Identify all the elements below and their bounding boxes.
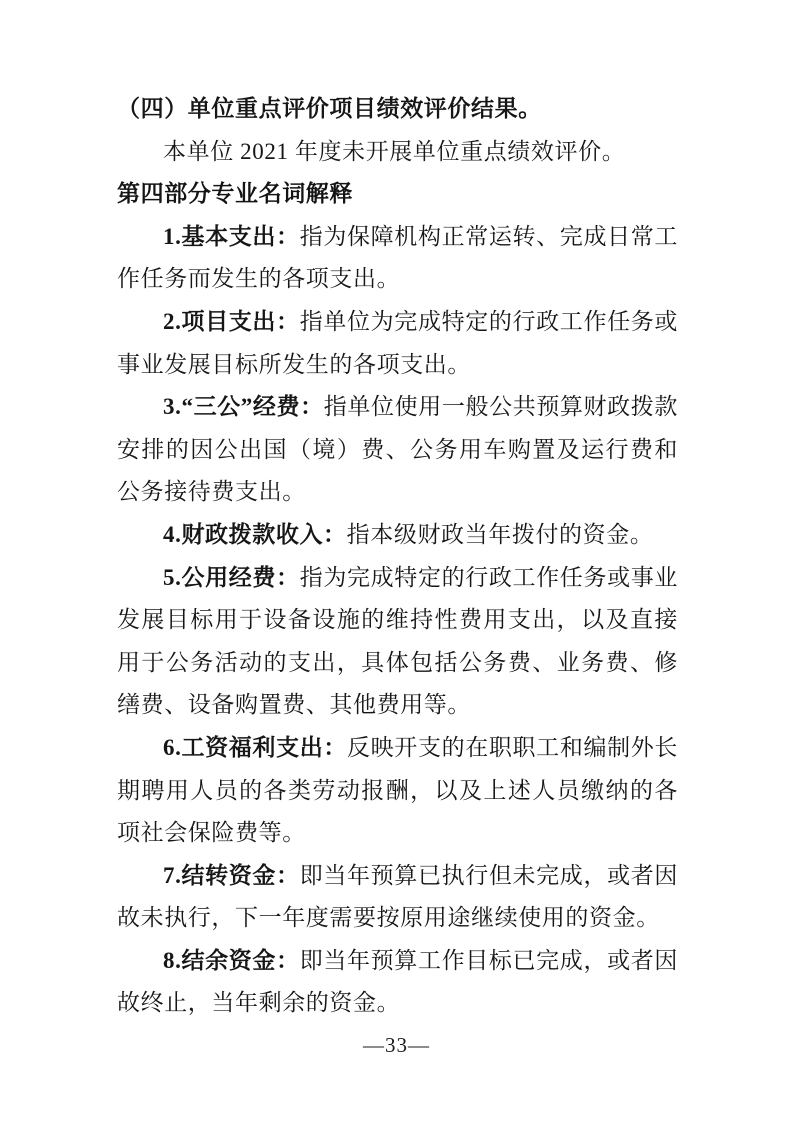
- term-definition: 即当年预算工作目标已完成，或者因故终止，当年剩余的资金。: [117, 947, 678, 1016]
- term-definition: 指为保障机构正常运转、完成日常工作任务而发生的各项支出。: [117, 223, 678, 292]
- term-label: 6.工资福利支出：: [163, 734, 348, 760]
- term-definition: 即当年预算已执行但未完成，或者因故未执行，下一年度需要按原用途继续使用的资金。: [117, 862, 678, 931]
- term-label: 4.财政拨款收入：: [163, 521, 347, 547]
- term-paragraph-three-public-funds: [117, 386, 678, 514]
- term-paragraph-public-funds: [117, 557, 678, 727]
- term-label: 3.“三公”经费：: [163, 394, 324, 420]
- term-label: 1.基本支出：: [163, 223, 300, 249]
- term-label: 8.结余资金：: [163, 947, 300, 973]
- term-paragraph-carryover-funds: [117, 855, 678, 940]
- document-content: [117, 88, 678, 1025]
- term-definition: 指单位为完成特定的行政工作任务或事业发展目标所发生的各项支出。: [117, 308, 678, 377]
- term-paragraph-fiscal-appropriation-income: [117, 514, 678, 557]
- term-label: 2.项目支出：: [163, 308, 300, 334]
- term-label: 5.公用经费：: [163, 564, 300, 590]
- term-paragraph-wage-welfare-expenditure: [117, 727, 678, 855]
- part-4-section-title: 第四部分专业名词解释: [117, 181, 353, 208]
- term-definition: 反映开支的在职职工和编制外长期聘用人员的各类劳动报酬，以及上述人员缴纳的各项社会保险费等。: [117, 734, 678, 846]
- term-paragraph-basic-expenditure: [117, 216, 678, 301]
- intro-paragraph: 本单位 2021 年度未开展单位重点绩效评价。: [163, 138, 626, 164]
- subsection-heading-4: （四）单位重点评价项目绩效评价结果。: [117, 96, 542, 121]
- term-label: 7.结转资金：: [163, 862, 300, 888]
- term-definition: 指本级财政当年拨付的资金。: [346, 521, 654, 547]
- term-paragraph-surplus-funds: [117, 940, 678, 1025]
- term-paragraph-project-expenditure: [117, 301, 678, 386]
- term-definition: 指为完成特定的行政工作任务或事业发展目标用于设备设施的维持性费用支出，以及直接用于公务活动的支出，具体包括公务费、业务费、修缮费、设备购置费、其他费用等。: [117, 564, 678, 718]
- term-definition: 指单位使用一般公共预算财政拨款安排的因公出国（境）费、公务用车购置及运行费和公务接待费支出。: [117, 394, 678, 505]
- page-number: —33—: [363, 1033, 430, 1057]
